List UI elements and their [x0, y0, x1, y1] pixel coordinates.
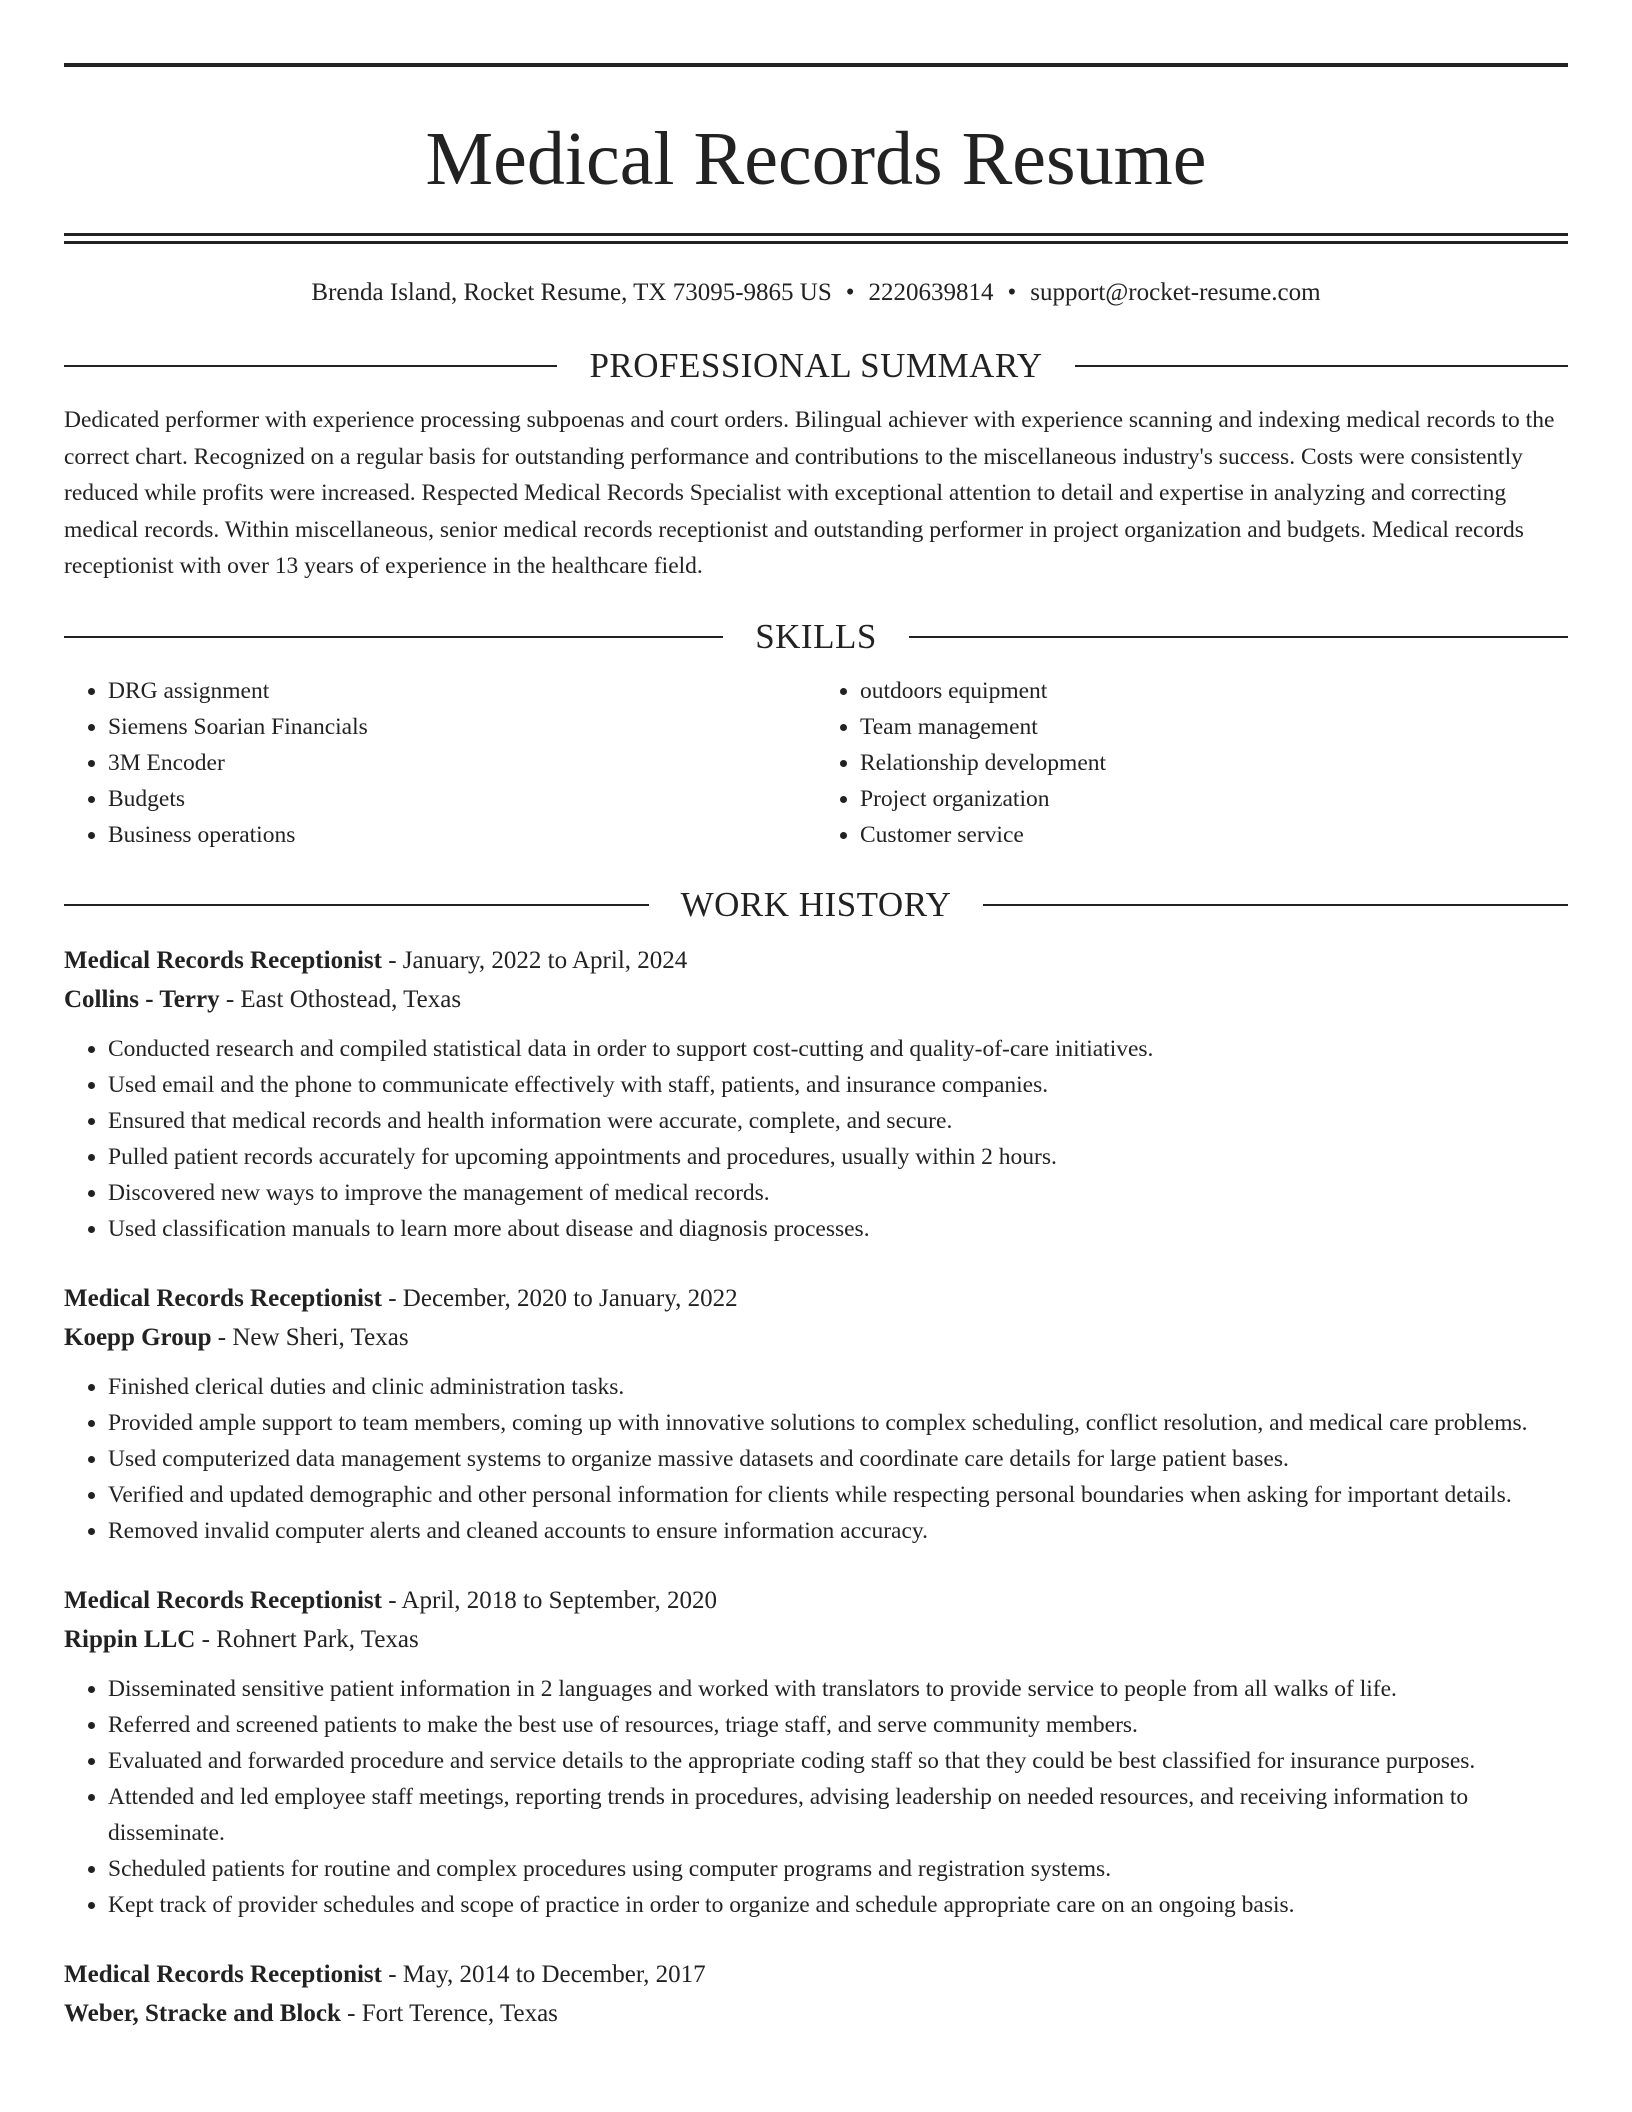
job-bullet: • Disseminated sensitive patient information in 2 languages and worked with translators to provide service to people from all walks of life. [108, 1671, 1568, 1707]
skill-item: • 3M Encoder [108, 745, 816, 781]
job-bullet: • Used computerized data management systems to organize massive datasets and coordinate care details for large patient bases. [108, 1441, 1568, 1477]
job-bullet: • Ensured that medical records and health information were accurate, complete, and secure. [108, 1103, 1568, 1139]
contact-email: support@rocket-resume.com [1030, 279, 1321, 306]
job-title: Medical Records Receptionist [64, 946, 382, 974]
skill-item: • Siemens Soarian Financials [108, 709, 816, 745]
section-title: PROFESSIONAL SUMMARY [589, 346, 1043, 385]
job-bullet: • Pulled patient records accurately for upcoming appointments and procedures, usually within 2 hours. [108, 1139, 1568, 1175]
job-entry [64, 1279, 1568, 1549]
heading-rule [983, 904, 1568, 906]
job-dates: - December, 2020 to January, 2022 [381, 1284, 738, 1312]
job-dates: - May, 2014 to December, 2017 [381, 1960, 706, 1988]
job-bullet: • Conducted research and compiled statistical data in order to support cost-cutting and quality-of-care initiatives. [108, 1031, 1568, 1067]
job-location: - East Othostead, Texas [219, 985, 462, 1013]
job-bullets [64, 1369, 1568, 1549]
contact-address: Brenda Island, Rocket Resume, TX 73095-9865 US [311, 279, 832, 306]
job-bullet: • Used email and the phone to communicate effectively with staff, patients, and insurance companies. [108, 1067, 1568, 1103]
section-heading-summary [64, 344, 1568, 388]
job-company: Weber, Stracke and Block [64, 1999, 341, 2027]
skill-item: • Customer service [860, 817, 1568, 853]
skills-column-left [64, 673, 816, 853]
job-title-line [64, 941, 1568, 980]
job-bullet: • Verified and updated demographic and other personal information for clients while respecting personal boundaries when asking for important details. [108, 1477, 1568, 1513]
job-company: Rippin LLC [64, 1625, 196, 1653]
job-title-line [64, 1581, 1568, 1620]
job-company-line [64, 1620, 1568, 1659]
job-bullet: • Kept track of provider schedules and scope of practice in order to organize and schedule appropriate care on an ongoing basis. [108, 1887, 1568, 1923]
job-location: - New Sheri, Texas [211, 1323, 409, 1351]
job-bullet: • Scheduled patients for routine and complex procedures using computer programs and registration systems. [108, 1851, 1568, 1887]
skill-item: • Budgets [108, 781, 816, 817]
job-bullet: • Provided ample support to team members, coming up with innovative solutions to complex scheduling, conflict resolution, and medical care problems. [108, 1405, 1568, 1441]
job-company-line [64, 1994, 1568, 2033]
section-title: WORK HISTORY [680, 884, 952, 924]
job-bullet: • Removed invalid computer alerts and cleaned accounts to ensure information accuracy. [108, 1513, 1568, 1549]
skill-item: • DRG assignment [108, 673, 816, 709]
job-bullets [64, 1671, 1568, 1923]
skill-item: • Relationship development [860, 745, 1568, 781]
job-bullets [64, 1031, 1568, 1247]
job-company: Koepp Group [64, 1323, 212, 1351]
job-bullet: • Discovered new ways to improve the management of medical records. [108, 1175, 1568, 1211]
skills-list [64, 673, 1568, 853]
page-title: Medical Records Resume [425, 117, 1207, 201]
job-dates: - April, 2018 to September, 2020 [381, 1586, 718, 1614]
skill-item: • Project organization [860, 781, 1568, 817]
job-company: Collins - Terry [64, 985, 220, 1013]
job-bullet: • Used classification manuals to learn more about disease and diagnosis processes. [108, 1211, 1568, 1247]
skill-item: • Team management [860, 709, 1568, 745]
contact-line [64, 276, 1568, 310]
heading-rule [64, 365, 557, 367]
section-title: SKILLS [755, 616, 877, 656]
summary-paragraph: Dedicated performer with experience processing subpoenas and court orders. Bilingual achiever with experience scanning and indexing medical records to the correct chart. Recognized on a regular basis for outstanding performance and contributions to the miscellaneous industry's success. Costs were consistently reduced while profits were increased. Respected Medical Records Specialist with exceptional attention to detail and expertise in analyzing and correcting medical records. Within miscellaneous, senior medical records receptionist and outstanding performer in project organization and budgets. Medical records receptionist with over 13 years of experience in the healthcare field. [64, 407, 1555, 579]
job-location: - Fort Terence, Texas [340, 1999, 558, 2027]
contact-separator: • [1007, 279, 1017, 306]
job-title: Medical Records Receptionist [64, 1284, 382, 1312]
heading-rule [1075, 365, 1568, 367]
title-double-rule [64, 233, 1568, 244]
section-heading-skills [64, 615, 1568, 659]
job-company-line [64, 1318, 1568, 1357]
job-title-line [64, 1279, 1568, 1318]
job-title-line [64, 1955, 1568, 1994]
heading-rule [64, 636, 723, 638]
job-title: Medical Records Receptionist [64, 1586, 382, 1614]
job-bullet: • Evaluated and forwarded procedure and service details to the appropriate coding staff so that they could be best classified for insurance purposes. [108, 1743, 1568, 1779]
job-location: - Rohnert Park, Texas [195, 1625, 419, 1653]
contact-phone: 2220639814 [868, 279, 994, 306]
contact-separator: • [845, 279, 855, 306]
resume-page [64, 0, 1568, 2033]
top-rule [64, 63, 1568, 67]
job-bullet: • Finished clerical duties and clinic administration tasks. [108, 1369, 1568, 1405]
skill-item: • Business operations [108, 817, 816, 853]
job-company-line [64, 980, 1568, 1019]
job-title: Medical Records Receptionist [64, 1960, 382, 1988]
job-bullet: • Referred and screened patients to make the best use of resources, triage staff, and serve community members. [108, 1707, 1568, 1743]
section-heading-work [64, 883, 1568, 927]
skill-item: • outdoors equipment [860, 673, 1568, 709]
job-entry [64, 941, 1568, 1247]
heading-rule [909, 636, 1568, 638]
job-entry [64, 1955, 1568, 2033]
job-bullet: • Attended and led employee staff meetings, reporting trends in procedures, advising leadership on needed resources, and receiving information to disseminate. [108, 1779, 1568, 1851]
job-entry [64, 1581, 1568, 1923]
heading-rule [64, 904, 649, 906]
skills-column-right [816, 673, 1568, 853]
job-dates: - January, 2022 to April, 2024 [381, 946, 688, 974]
